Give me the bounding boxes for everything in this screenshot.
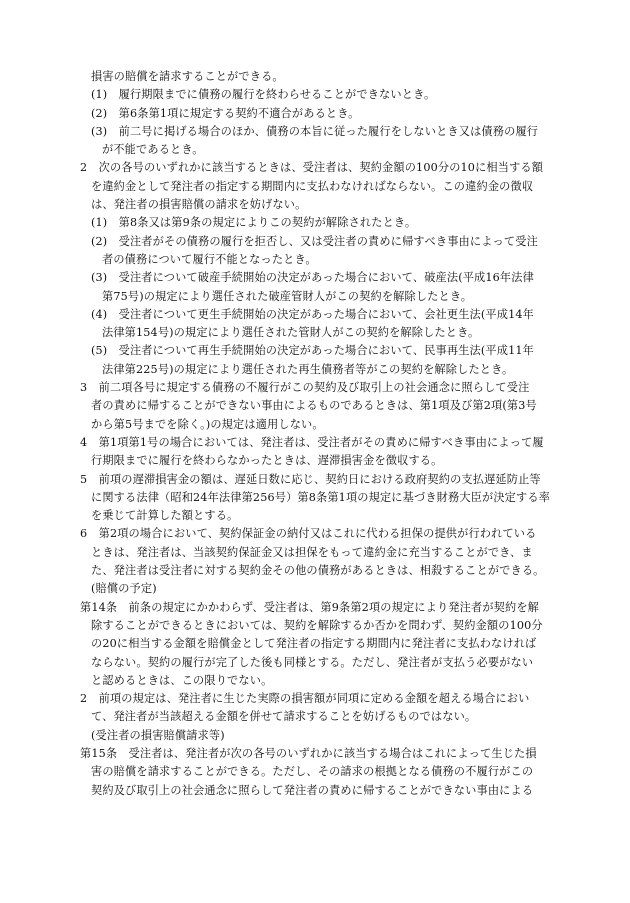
document-line: (2) 受注者がその債務の履行を拒否し、又は受注者の責めに帰すべき事由によって受注 bbox=[91, 234, 538, 248]
document-line: (3) 受注者について破産手続開始の決定があった場合において、破産法(平成16年法律 bbox=[91, 271, 534, 285]
document-line: ときは、発注者は、当該契約保証金又は担保をもって違約金に充当することができ、ま bbox=[91, 545, 533, 559]
document-line: (4) 受注者について更生手続開始の決定があった場合において、会社更生法(平成14年 bbox=[91, 307, 534, 321]
document-line: 6 第2項の場合において、契約保証金の納付又はこれに代わる担保の提供が行われている bbox=[80, 527, 537, 541]
document-line: 2 次の各号のいずれかに該当するときは、受注者は、契約金額の100分の10に相当する額 bbox=[80, 161, 544, 175]
document-line: 者の責めに帰することができない事由によるものであるときは、第1項及び第2項(第3号 bbox=[91, 399, 537, 413]
document-line: は、発注者の損害賠償の請求を妨げない。 bbox=[91, 198, 307, 212]
document-line: と認めるときは、この限りでない。 bbox=[91, 673, 273, 687]
document-line: て、発注者が当該超える金額を併せて請求することを妨げるものではない。 bbox=[91, 710, 477, 724]
document-line: 3 前二項各号に規定する債務の不履行がこの契約及び取引上の社会通念に照らして受注 bbox=[80, 381, 530, 395]
document-line: (賠償の予定) bbox=[91, 582, 157, 596]
document-line: た、発注者は受注者に対する契約金その他の債務があるときは、相殺することができる。 bbox=[91, 564, 545, 578]
document-line: 4 第1項第1号の場合においては、発注者は、受注者がその責めに帰すべき事由によって履 bbox=[80, 435, 544, 449]
document-line: (受注者の損害賠償請求等) bbox=[91, 728, 225, 742]
document-page bbox=[80, 68, 550, 800]
document-line: 契約及び取引上の社会通念に照らして発注者の責めに帰することができない事由による bbox=[91, 783, 534, 797]
document-line: 5 前項の遅滞損害金の額は、遅延日数に応じ、契約日における政府契約の支払遅延防止等 bbox=[80, 472, 541, 486]
document-line: から第5号までを除く。)の規定は適用しない。 bbox=[91, 417, 324, 431]
document-line: 者の債務について履行不能となったとき。 bbox=[102, 252, 317, 266]
document-line: に関する法律（昭和24年法律第256号）第8条第1項の規定に基づき財務大臣が決定する率 bbox=[91, 490, 551, 504]
document-line: (1) 履行期限までに債務の履行を終わらせることができないとき。 bbox=[91, 88, 436, 102]
document-line: が不能であるとき。 bbox=[102, 143, 204, 157]
document-line: (1) 第8条又は第9条の規定によりこの契約が解除されたとき。 bbox=[91, 216, 417, 230]
document-line: (3) 前二号に掲げる場合のほか、債務の本旨に従った履行をしないとき又は債務の履行 bbox=[91, 124, 539, 138]
document-line: 第75号)の規定により選任された破産管財人がこの契約を解除したとき。 bbox=[102, 289, 473, 303]
document-line: 法律第154号)の規定により選任された管財人がこの契約を解除したとき。 bbox=[102, 326, 480, 340]
document-line: 行期限までに履行を終わらなかったときは、遅滞損害金を徴収する。 bbox=[91, 454, 443, 468]
document-line: 2 前項の規定は、発注者に生じた実際の損害額が同項に定める金額を超える場合におい bbox=[80, 692, 530, 706]
document-line: ならない。契約の履行が完了した後も同様とする。ただし、発注者が支払う必要がない bbox=[91, 655, 534, 669]
document-line: 損害の賠償を請求することができる。 bbox=[91, 70, 284, 83]
document-line: (5) 受注者について再生手続開始の決定があった場合において、民事再生法(平成11年 bbox=[91, 344, 534, 358]
document-line: を乗じて計算した額とする。 bbox=[91, 509, 239, 523]
document-line: 第14条 前条の規定にかかわらず、受注者は、第9条第2項の規定により発注者が契約を解 bbox=[80, 600, 540, 614]
document-line: 害の賠償を請求することができる。ただし、その請求の根拠となる債務の不履行がこの bbox=[91, 765, 534, 779]
document-line: の20に相当する金額を賠償金として発注者の指定する期間内に発注者に支払わなければ bbox=[91, 637, 537, 651]
document-line: 法律第225号)の規定により選任された再生債務者等がこの契約を解除したとき。 bbox=[102, 362, 514, 376]
document-line: 第15条 受注者は、発注者が次の各号のいずれかに該当する場合はこれによって生じた損 bbox=[80, 746, 537, 760]
document-line: (2) 第6条第1項に規定する契約不適合があるとき。 bbox=[91, 106, 360, 120]
document-line: 除することができるときにおいては、契約を解除するか否かを問わず、契約金額の100分 bbox=[91, 618, 543, 632]
document-line: を違約金として発注者の指定する期間内に支払わなければならない。この違約金の徴収 bbox=[91, 179, 534, 193]
